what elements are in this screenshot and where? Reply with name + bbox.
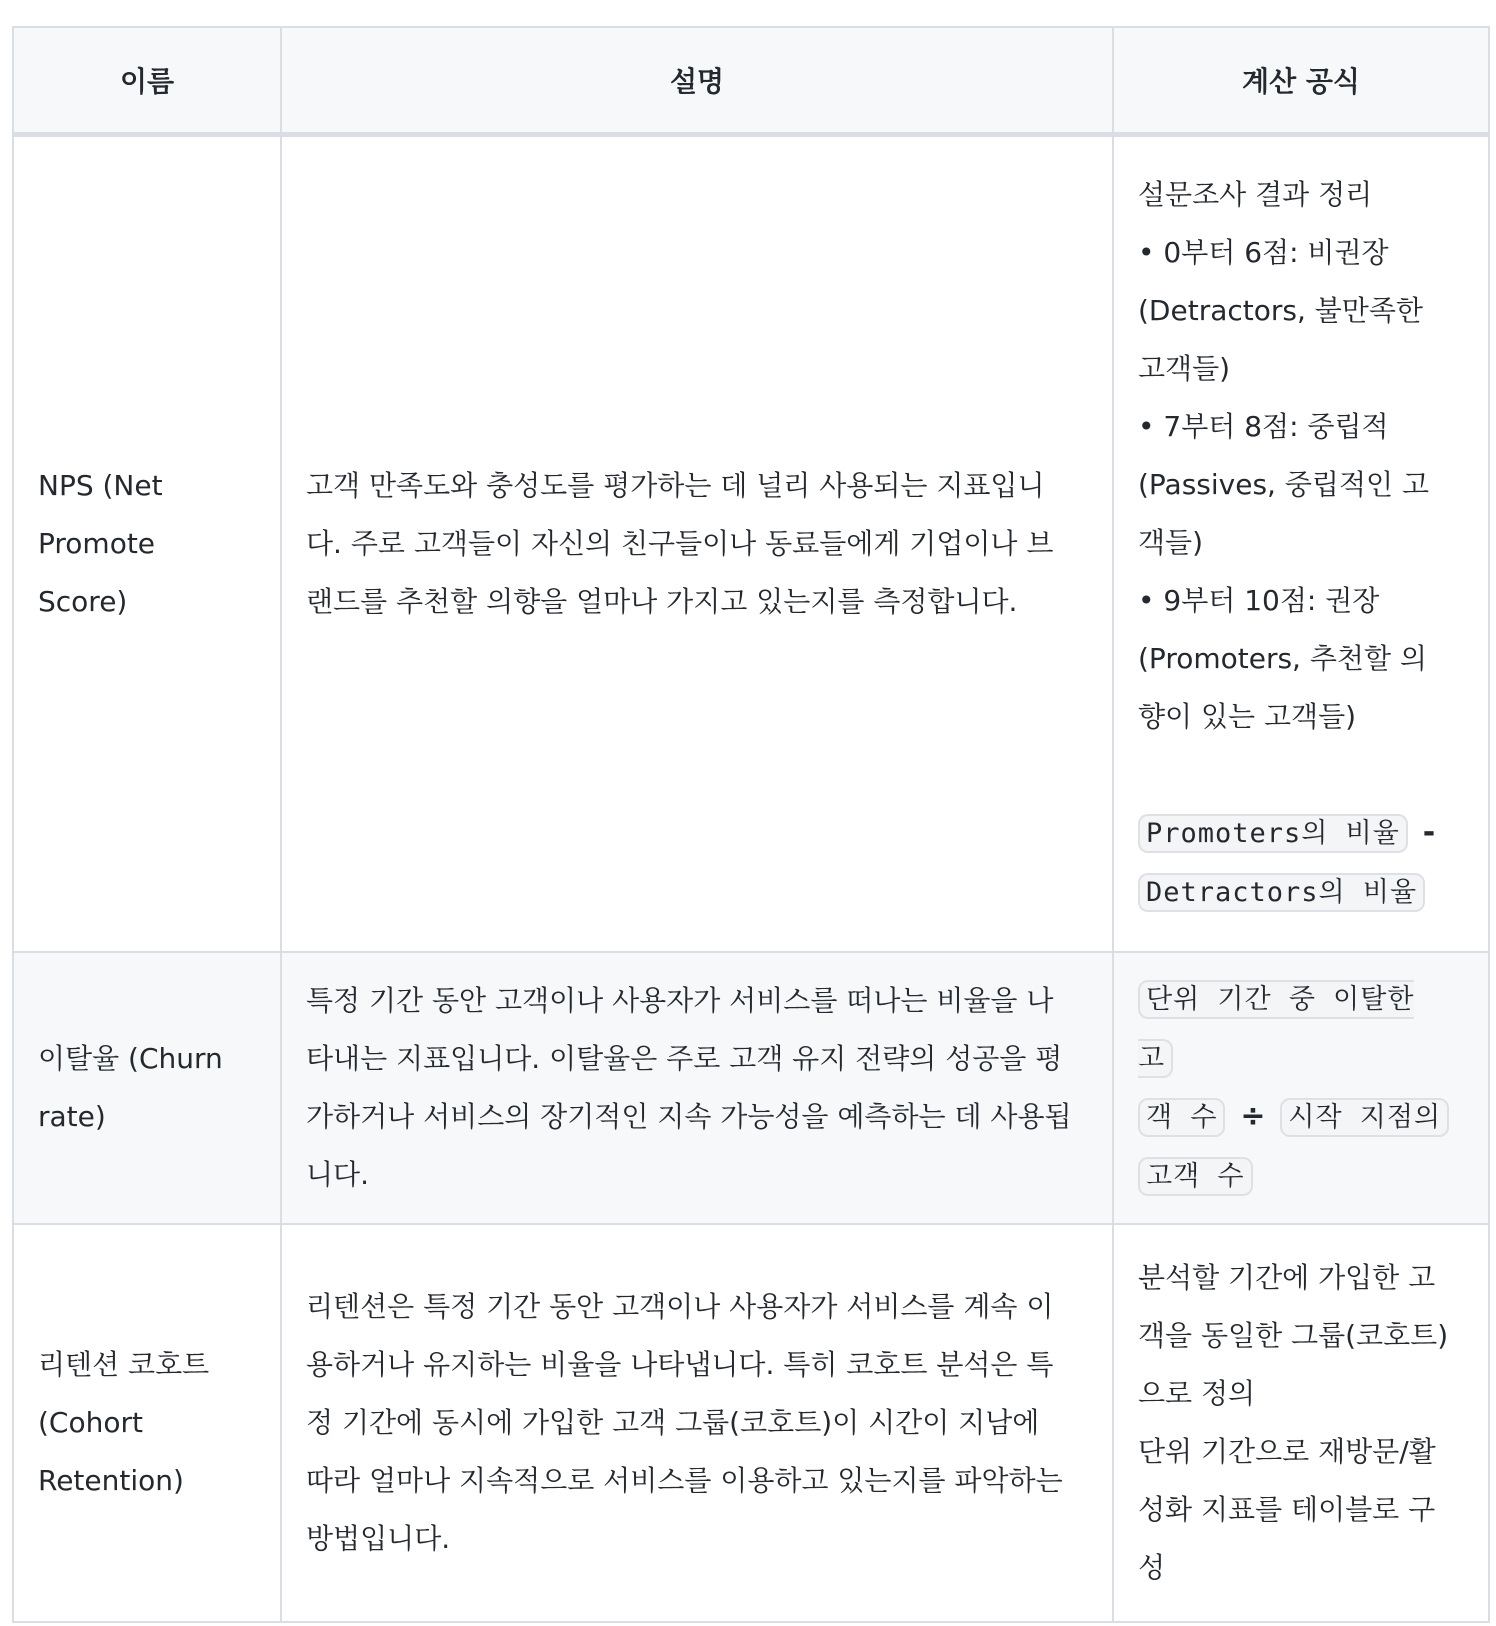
description-line: 타내는 지표입니다. 이탈율은 주로 고객 유지 전략의 성공을 평 <box>306 1042 1063 1075</box>
formula-line: 설문조사 결과 정리 <box>1138 178 1373 211</box>
inline-code: Promoters의 비율 <box>1138 814 1408 853</box>
cell-description <box>281 952 1113 1224</box>
formula-spacer <box>1138 746 1464 804</box>
name-line: rate) <box>38 1100 106 1133</box>
formula-line: • 9부터 10점: 권장 <box>1138 584 1380 617</box>
cell-description <box>281 1224 1113 1622</box>
formula-line: • 0부터 6점: 비권장 <box>1138 236 1389 269</box>
formula-expression <box>1138 970 1464 1088</box>
table-header-row <box>13 27 1489 135</box>
name-line: 이탈율 (Churn <box>38 1042 223 1075</box>
table-row-retention <box>13 1224 1489 1622</box>
header-formula: 계산 공식 <box>1113 27 1489 135</box>
formula-expression <box>1138 1088 1464 1147</box>
metrics-table <box>12 26 1490 1623</box>
formula-line: 분석할 기간에 가입한 고 <box>1138 1261 1436 1294</box>
cell-description <box>281 135 1113 953</box>
table-row-nps <box>13 135 1489 953</box>
cell-formula <box>1113 1224 1489 1622</box>
formula-line: (Detractors, 불만족한 <box>1138 294 1423 327</box>
description-line: 따라 얼마나 지속적으로 서비스를 이용하고 있는지를 파악하는 <box>306 1464 1063 1497</box>
formula-line: 객들) <box>1138 526 1204 559</box>
cell-formula <box>1113 952 1489 1224</box>
formula-line: • 7부터 8점: 중립적 <box>1138 410 1389 443</box>
inline-code: 단위 기간 중 이탈한 고 <box>1138 980 1414 1078</box>
minus-operator: - <box>1422 815 1436 850</box>
description-line: 용하거나 유지하는 비율을 나타냅니다. 특히 코호트 분석은 특 <box>306 1348 1054 1381</box>
formula-expression <box>1138 1147 1464 1206</box>
formula-line: 객을 동일한 그룹(코호트) <box>1138 1319 1449 1352</box>
header-name: 이름 <box>13 27 281 135</box>
description-line: 정 기간에 동시에 가입한 고객 그룹(코호트)이 시간이 지남에 <box>306 1406 1040 1439</box>
cell-name <box>13 952 281 1224</box>
inline-code: 객 수 <box>1138 1098 1225 1137</box>
formula-line: 고객들) <box>1138 352 1231 385</box>
formula-line: (Promoters, 추천할 의 <box>1138 642 1427 675</box>
description-line: 니다. <box>306 1158 369 1191</box>
formula-line: 향이 있는 고객들) <box>1138 700 1357 733</box>
cell-name <box>13 1224 281 1622</box>
name-line: Retention) <box>38 1464 184 1497</box>
formula-line: (Passives, 중립적인 고 <box>1138 468 1429 501</box>
name-line: (Cohort <box>38 1406 143 1439</box>
description-line: 고객 만족도와 충성도를 평가하는 데 널리 사용되는 지표입니 <box>306 469 1045 502</box>
name-line: 리텐션 코호트 <box>38 1348 210 1381</box>
inline-code: 고객 수 <box>1138 1157 1253 1196</box>
metrics-table-container <box>12 26 1488 1623</box>
name-line: Score) <box>38 585 128 618</box>
inline-code: 시작 지점의 <box>1280 1098 1449 1137</box>
name-line: NPS (Net <box>38 469 163 502</box>
header-description: 설명 <box>281 27 1113 135</box>
formula-line: 성 <box>1138 1551 1166 1584</box>
cell-name <box>13 135 281 953</box>
name-line: Promote <box>38 527 156 560</box>
description-line: 가하거나 서비스의 장기적인 지속 가능성을 예측하는 데 사용됩 <box>306 1100 1072 1133</box>
description-line: 특정 기간 동안 고객이나 사용자가 서비스를 떠나는 비율을 나 <box>306 984 1054 1017</box>
formula-line: 성화 지표를 테이블로 구 <box>1138 1493 1436 1526</box>
formula-line: 으로 정의 <box>1138 1377 1256 1410</box>
table-row-churn <box>13 952 1489 1224</box>
divide-operator: ÷ <box>1240 1099 1266 1134</box>
formula-expression <box>1138 804 1464 863</box>
inline-code: Detractors의 비율 <box>1138 873 1425 912</box>
description-line: 리텐션은 특정 기간 동안 고객이나 사용자가 서비스를 계속 이 <box>306 1290 1054 1323</box>
formula-expression <box>1138 863 1464 922</box>
description-line: 방법입니다. <box>306 1522 451 1555</box>
cell-formula <box>1113 135 1489 953</box>
description-line: 다. 주로 고객들이 자신의 친구들이나 동료들에게 기업이나 브 <box>306 527 1054 560</box>
description-line: 랜드를 추천할 의향을 얼마나 가지고 있는지를 측정합니다. <box>306 585 1018 618</box>
formula-line: 단위 기간으로 재방문/활 <box>1138 1435 1436 1468</box>
